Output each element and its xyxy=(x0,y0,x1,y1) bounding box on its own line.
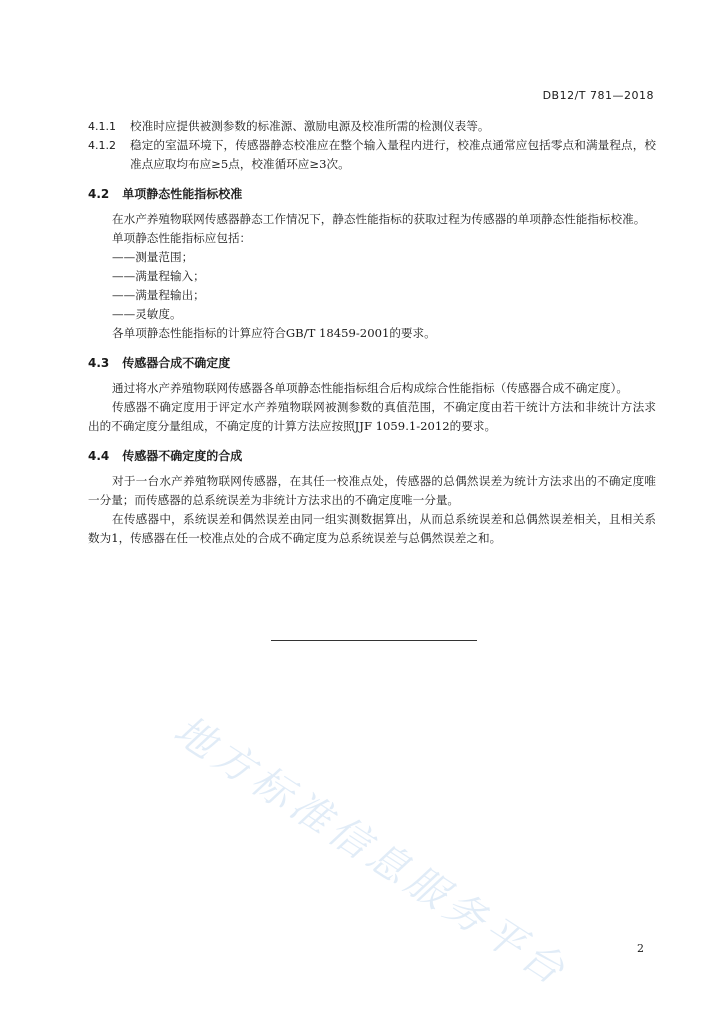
paragraph: 通过将水产养殖物联网传感器各单项静态性能指标组合后构成综合性能指标（传感器合成不确定度）。 xyxy=(112,381,628,395)
section-number: 4.2 xyxy=(88,187,110,201)
paragraph: 对于一台水产养殖物联网传感器，在其任一校准点处，传感器的总偶然误差为统计方法求出的不确定度唯一分量；而传感器的总系统误差为非统计方法求出的不确定度唯一分量。 xyxy=(88,474,656,507)
section-heading-4-4 xyxy=(88,446,656,466)
list-intro: 单项静态性能指标应包括： xyxy=(112,231,252,245)
clause-4-1-1 xyxy=(88,117,656,136)
doc-id: DB12/T 781—2018 xyxy=(542,89,654,102)
section-number: 4.3 xyxy=(88,356,110,370)
section-heading-4-3 xyxy=(88,353,656,373)
page-number: 2 xyxy=(637,942,644,955)
section-title: 传感器合成不确定度 xyxy=(122,356,231,370)
clause-number: 4.1.1 xyxy=(88,120,116,133)
watermark: 地方标准信息服务平台 xyxy=(165,707,577,997)
list-item: ——测量范围； xyxy=(112,250,194,264)
clause-text: 稳定的室温环境下，传感器静态校准应在整个输入量程内进行，校准点通常应包括零点和满量程点，校准点应取均布应≥5点，校准循环应≥3次。 xyxy=(130,138,656,171)
list-item: ——满量程输出； xyxy=(112,288,205,302)
list-item: ——灵敏度。 xyxy=(112,307,182,321)
paragraph: 各单项静态性能指标的计算应符合GB/T 18459-2001的要求。 xyxy=(112,326,436,340)
clause-4-1-2 xyxy=(88,136,656,174)
section-title: 传感器不确定度的合成 xyxy=(122,449,243,463)
section-number: 4.4 xyxy=(88,449,110,463)
document-body xyxy=(88,117,656,548)
list-item: ——满量程输入； xyxy=(112,269,205,283)
clause-text: 校准时应提供被测参数的标准源、激励电源及校准所需的检测仪表等。 xyxy=(130,119,490,133)
section-heading-4-2 xyxy=(88,184,656,204)
section-title: 单项静态性能指标校准 xyxy=(122,187,243,201)
end-rule xyxy=(271,640,477,641)
paragraph: 在水产养殖物联网传感器静态工作情况下，静态性能指标的获取过程为传感器的单项静态性能指标校准。 xyxy=(112,212,646,226)
paragraph: 传感器不确定度用于评定水产养殖物联网被测参数的真值范围，不确定度由若干统计方法和非统计方法求出的不确定度分量组成，不确定度的计算方法应按照JJF 1059.1-2012的要求。 xyxy=(88,400,656,433)
clause-number: 4.1.2 xyxy=(88,139,116,152)
paragraph: 在传感器中，系统误差和偶然误差由同一组实测数据算出，从而总系统误差和总偶然误差相关，且相关系数为1，传感器在任一校准点处的合成不确定度为总系统误差与总偶然误差之和。 xyxy=(88,512,656,545)
